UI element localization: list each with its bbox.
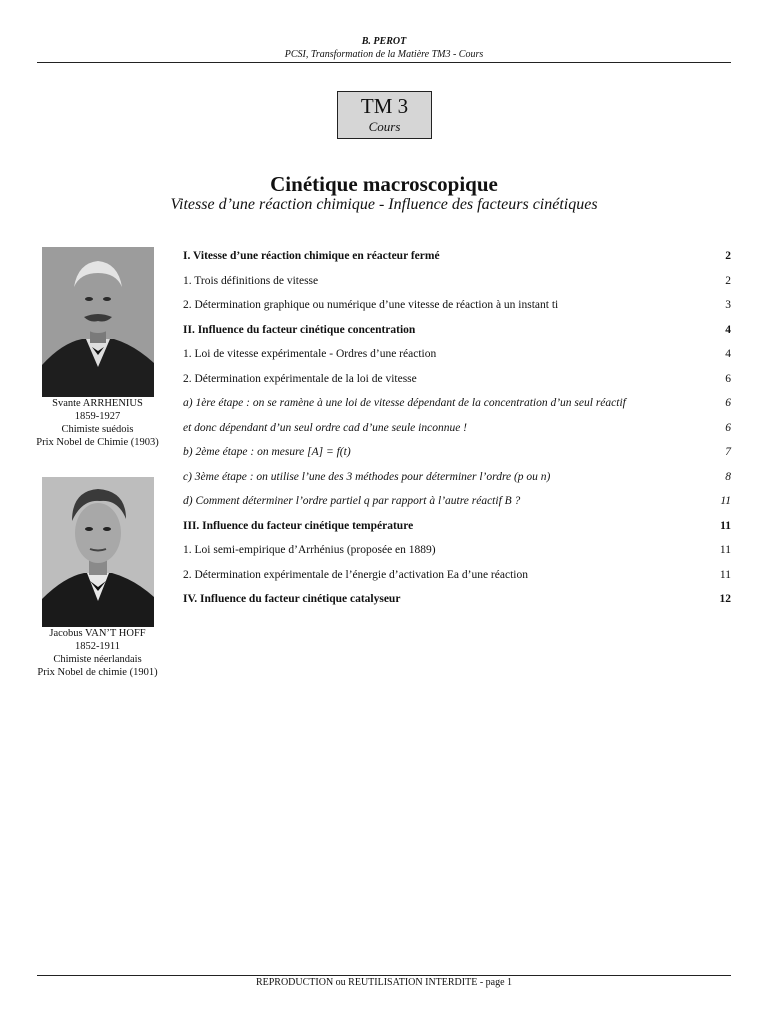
chapter-number: TM 3 bbox=[360, 94, 409, 118]
toc-entry-page: 4 bbox=[725, 348, 731, 361]
header-author: B. PEROT bbox=[361, 36, 407, 47]
toc-entry-title: II. Influence du facteur cinétique concentration bbox=[183, 323, 416, 336]
toc-entry-title: 1. Loi semi-empirique d’Arrhénius (proposée en 1889) bbox=[183, 544, 436, 557]
toc-entry-page: 6 bbox=[725, 372, 731, 385]
toc-entry-title: 2. Détermination expérimentale de la loi de vitesse bbox=[183, 372, 417, 385]
toc-entry-title: a) 1ère étape : on se ramène à une loi de vitesse dépendant de la concentration d’un seul réactif bbox=[183, 397, 626, 410]
toc-entry-page: 6 bbox=[725, 397, 731, 410]
toc-entry-page: 11 bbox=[719, 568, 731, 581]
portrait-years: 1859-1927 bbox=[74, 411, 121, 422]
toc-entry[interactable] bbox=[183, 318, 731, 343]
toc-entry[interactable] bbox=[183, 367, 731, 392]
portrait-name: Jacobus VAN’T HOFF bbox=[49, 628, 146, 639]
toc-entry[interactable] bbox=[183, 293, 731, 318]
toc-entry-title: c) 3ème étape : on utilise l’une des 3 méthodes pour déterminer l’ordre (p ou n) bbox=[183, 470, 551, 483]
toc-entry-page: 3 bbox=[725, 299, 731, 312]
page-title: Cinétique macroscopique bbox=[270, 172, 498, 196]
portrait-role: Chimiste suédois bbox=[61, 424, 134, 435]
portrait-prize: Prix Nobel de Chimie (1903) bbox=[36, 437, 159, 448]
chapter-box bbox=[337, 91, 432, 139]
toc-entry[interactable] bbox=[183, 440, 731, 465]
toc-entry[interactable] bbox=[183, 416, 731, 441]
toc-entry-page: 8 bbox=[725, 470, 731, 483]
header-rule bbox=[37, 62, 731, 63]
toc-entry-page: 11 bbox=[720, 495, 731, 508]
portrait-arrhenius bbox=[27, 247, 168, 449]
toc-entry-page: 4 bbox=[725, 323, 731, 336]
portrait-vanthoff bbox=[27, 477, 168, 679]
toc-entry-page: 6 bbox=[725, 421, 731, 434]
toc-entry-title: 1. Trois définitions de vitesse bbox=[183, 274, 319, 287]
portrait-name: Svante ARRHENIUS bbox=[52, 398, 143, 409]
toc-entry[interactable] bbox=[183, 342, 731, 367]
header-course: PCSI, Transformation de la Matière TM3 - Cours bbox=[284, 49, 484, 60]
toc-entry-title: d) Comment déterminer l’ordre partiel q par rapport à l’autre réactif B ? bbox=[183, 495, 521, 508]
toc-entry[interactable] bbox=[183, 465, 731, 490]
toc-entry-title: 2. Détermination expérimentale de l’énergie d’activation Ea d’une réaction bbox=[183, 568, 528, 581]
toc-entry-page: 12 bbox=[719, 593, 731, 606]
page-subtitle: Vitesse d’une réaction chimique - Influence des facteurs cinétiques bbox=[170, 196, 598, 213]
toc-entry[interactable] bbox=[183, 244, 731, 269]
toc-entry-title: IV. Influence du facteur cinétique catalyseur bbox=[183, 593, 401, 606]
toc-entry[interactable] bbox=[183, 514, 731, 539]
table-of-contents bbox=[183, 244, 731, 612]
footer-rule bbox=[37, 975, 731, 976]
toc-entry-page: 7 bbox=[725, 446, 731, 459]
portrait-prize: Prix Nobel de chimie (1901) bbox=[37, 667, 158, 678]
toc-entry-page: 11 bbox=[720, 519, 731, 532]
toc-entry-title: I. Vitesse d’une réaction chimique en réacteur fermé bbox=[183, 250, 440, 263]
vanthoff-photo bbox=[42, 477, 154, 627]
page-footer: REPRODUCTION ou REUTILISATION INTERDITE - page 1 bbox=[255, 977, 513, 988]
chapter-label: Cours bbox=[368, 119, 401, 134]
toc-entry-title: et donc dépendant d’un seul ordre cad d’une seule inconnue ! bbox=[183, 421, 468, 434]
toc-entry[interactable] bbox=[183, 391, 731, 416]
toc-entry-title: 2. Détermination graphique ou numérique d’une vitesse de réaction à un instant ti bbox=[183, 299, 559, 312]
toc-entry-page: 2 bbox=[725, 250, 731, 263]
toc-entry-page: 2 bbox=[725, 274, 731, 287]
page-header bbox=[37, 35, 731, 61]
toc-entry[interactable] bbox=[183, 489, 731, 514]
toc-entry[interactable] bbox=[183, 269, 731, 294]
toc-entry-title: b) 2ème étape : on mesure [A] = f(t) bbox=[183, 446, 351, 459]
portrait-years: 1852-1911 bbox=[74, 641, 121, 652]
toc-entry[interactable] bbox=[183, 587, 731, 612]
toc-entry[interactable] bbox=[183, 563, 731, 588]
toc-entry[interactable] bbox=[183, 538, 731, 563]
arrhenius-photo bbox=[42, 247, 154, 397]
toc-entry-title: III. Influence du facteur cinétique température bbox=[183, 519, 414, 532]
toc-entry-page: 11 bbox=[719, 544, 731, 557]
portrait-role: Chimiste néerlandais bbox=[53, 654, 142, 665]
toc-entry-title: 1. Loi de vitesse expérimentale - Ordres d’une réaction bbox=[183, 348, 437, 361]
